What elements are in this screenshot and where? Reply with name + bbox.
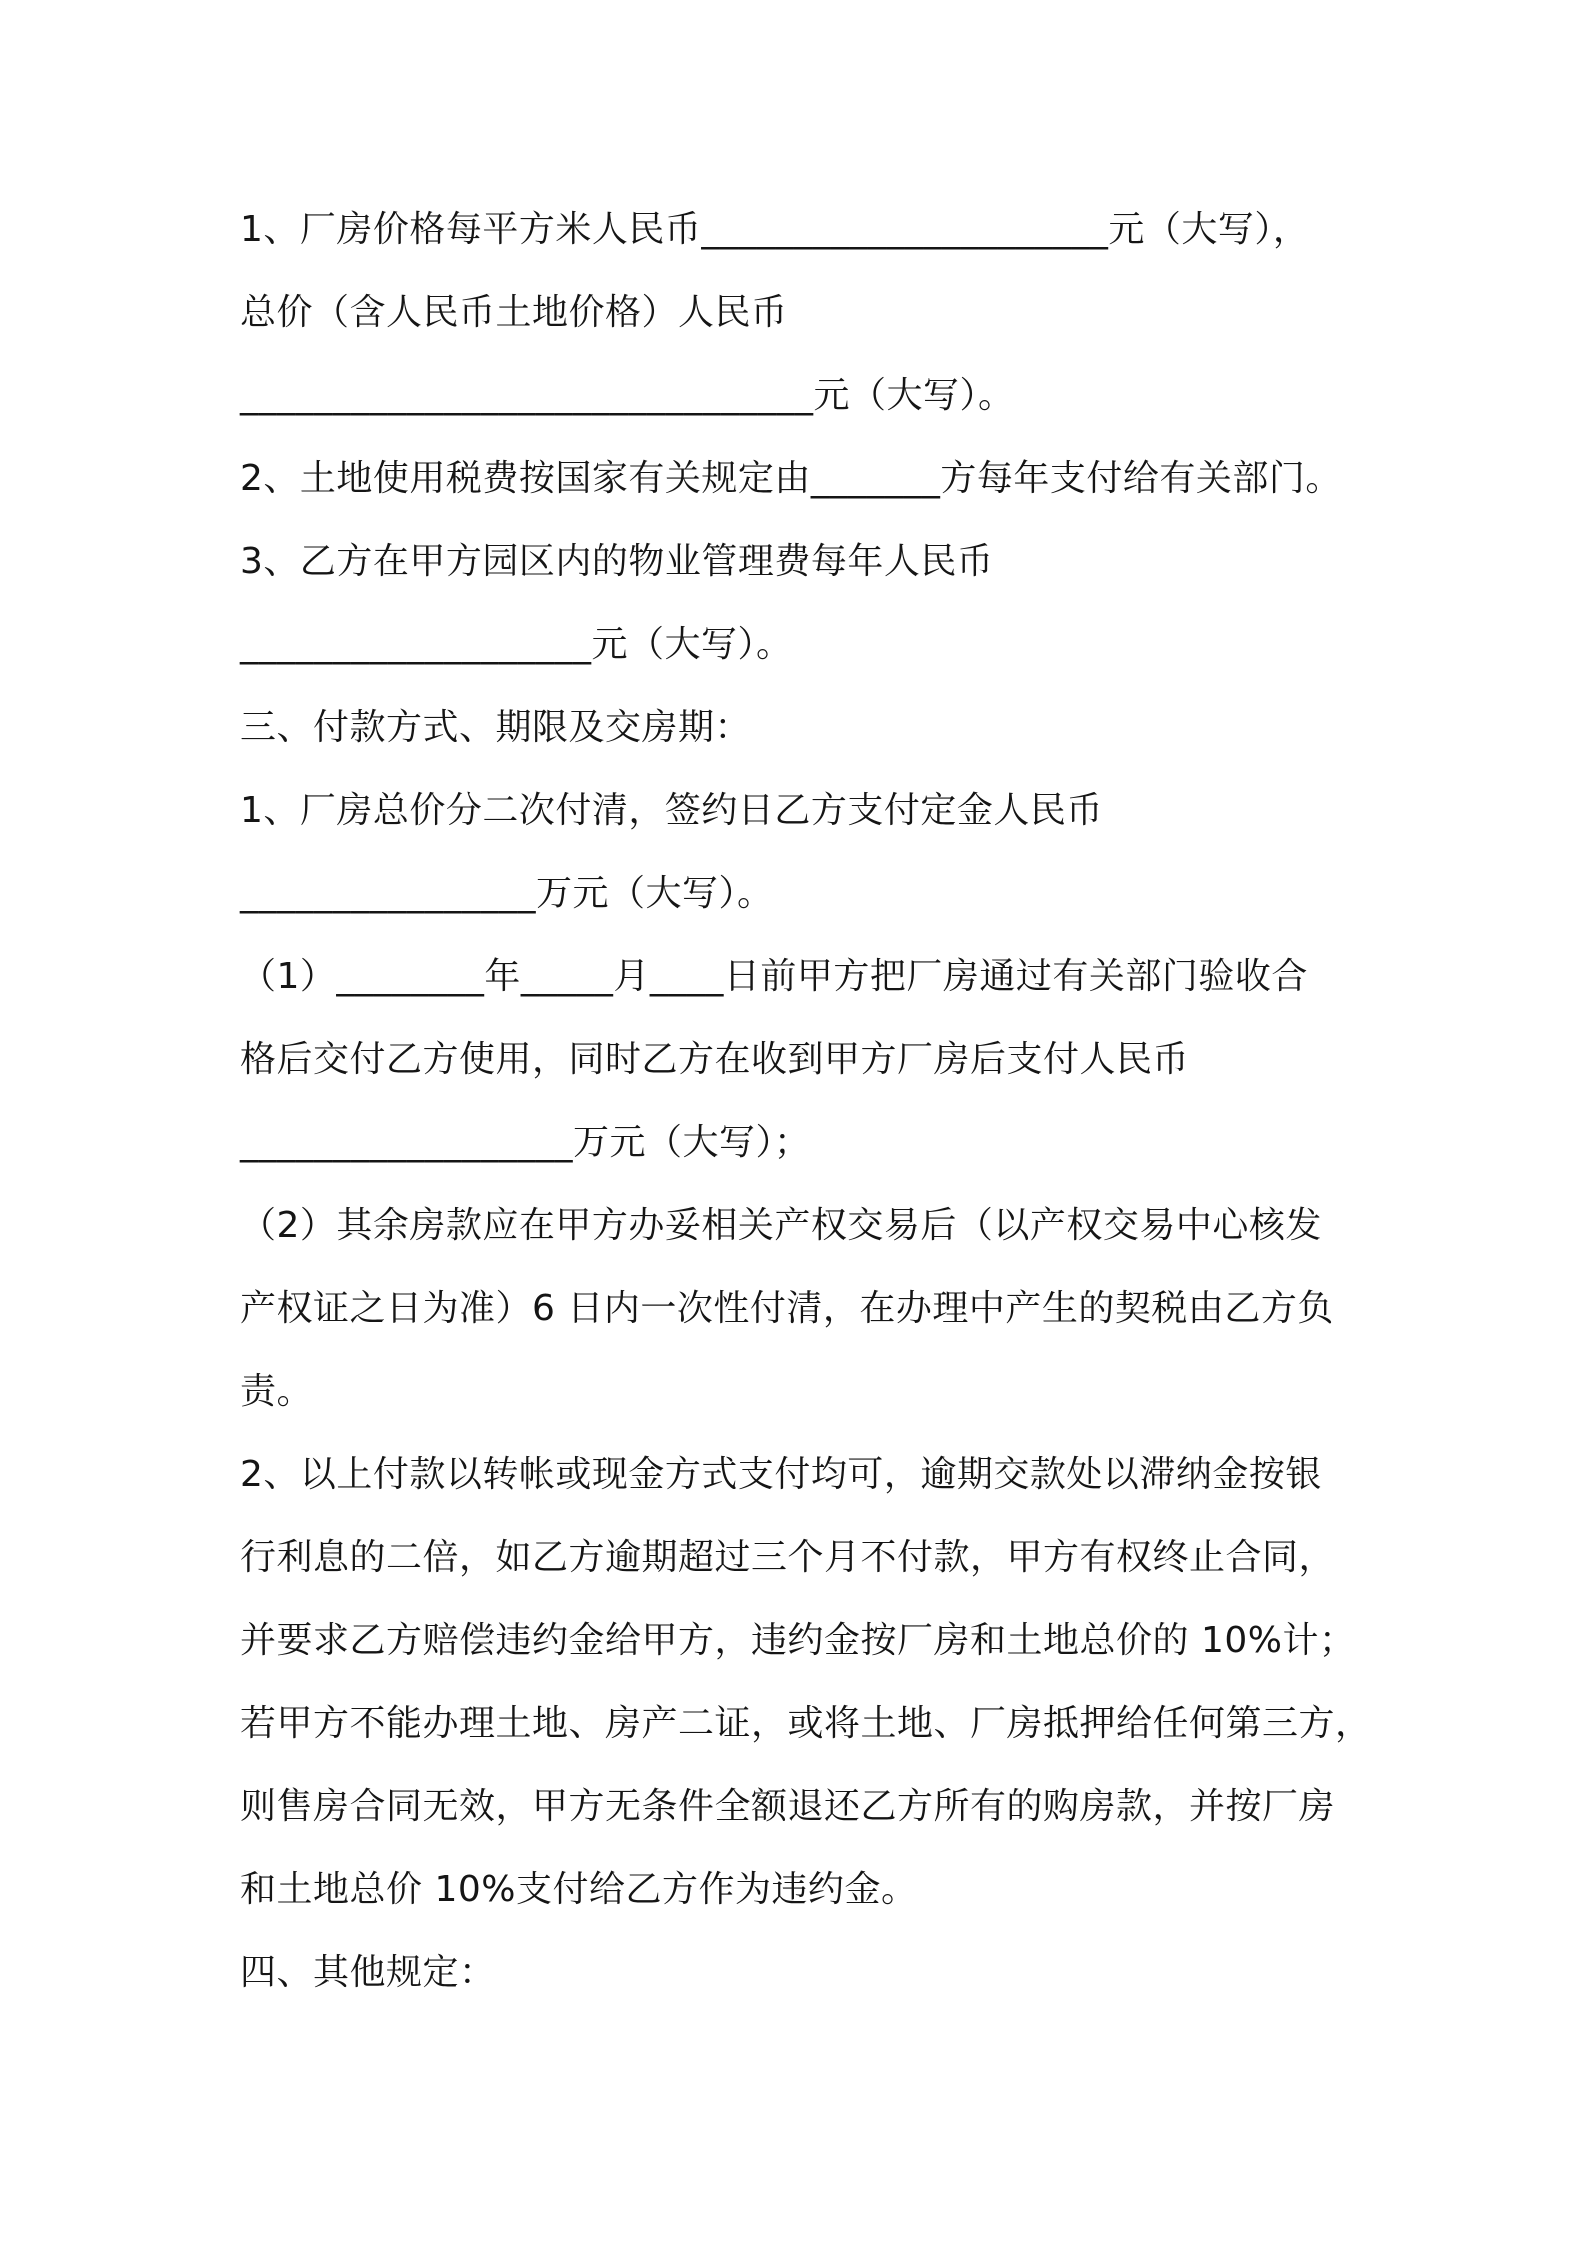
payment-2-line-d: 若甲方不能办理土地、房产二证，或将土地、厂房抵押给任何第三方， [240,1703,1372,1744]
payment-sub-2-line-b: 产权证之日为准）6 日内一次性付清，在办理中产生的契税由乙方负 [240,1288,1334,1329]
payment-2-line-e: 则售房合同无效，甲方无条件全额退还乙方所有的购房款，并按厂房 [240,1786,1336,1827]
section-3-heading: 三、付款方式、期限及交房期： [240,707,752,748]
payment-2-line-c: 并要求乙方赔偿违约金给甲方，违约金按厂房和土地总价的 10%计； [240,1620,1356,1661]
clause-1-total-blank-line: _______________________________元（大写）。 [240,375,1015,416]
payment-sub-2-line-a: （2）其余房款应在甲方办妥相关产权交易后（以产权交易中心核发 [240,1205,1322,1246]
payment-1-deposit-line: 1、厂房总价分二次付清，签约日乙方支付定金人民币 [240,790,1103,831]
payment-2-line-b: 行利息的二倍，如乙方逾期超过三个月不付款，甲方有权终止合同， [240,1537,1336,1578]
clause-1-total-line: 总价（含人民币土地价格）人民币 [240,292,788,333]
payment-1-deposit-blank-line: ________________万元（大写）。 [240,873,774,914]
payment-2-line-a: 2、以上付款以转帐或现金方式支付均可，逾期交款处以滞纳金按银 [240,1454,1322,1495]
clause-2-land-tax-line: 2、土地使用税费按国家有关规定由_______方每年支付给有关部门。 [240,458,1342,499]
clause-3-fee-blank-line: ___________________元（大写）。 [240,624,793,665]
clause-1-price-line: 1、厂房价格每平方米人民币______________________元（大写）， [240,209,1310,250]
payment-sub-1-line-a: （1）________年_____月____日前甲方把厂房通过有关部门验收合 [240,956,1308,997]
clause-3-property-fee-line: 3、乙方在甲方园区内的物业管理费每年人民币 [240,541,994,582]
payment-sub-1-line-b: 格后交付乙方使用，同时乙方在收到甲方厂房后支付人民币 [240,1039,1190,1080]
payment-sub-1-line-c: __________________万元（大写）； [240,1122,811,1163]
payment-2-line-f: 和土地总价 10%支付给乙方作为违约金。 [240,1869,918,1910]
section-4-heading: 四、其他规定： [240,1952,496,1993]
payment-sub-2-line-c: 责。 [240,1371,314,1412]
